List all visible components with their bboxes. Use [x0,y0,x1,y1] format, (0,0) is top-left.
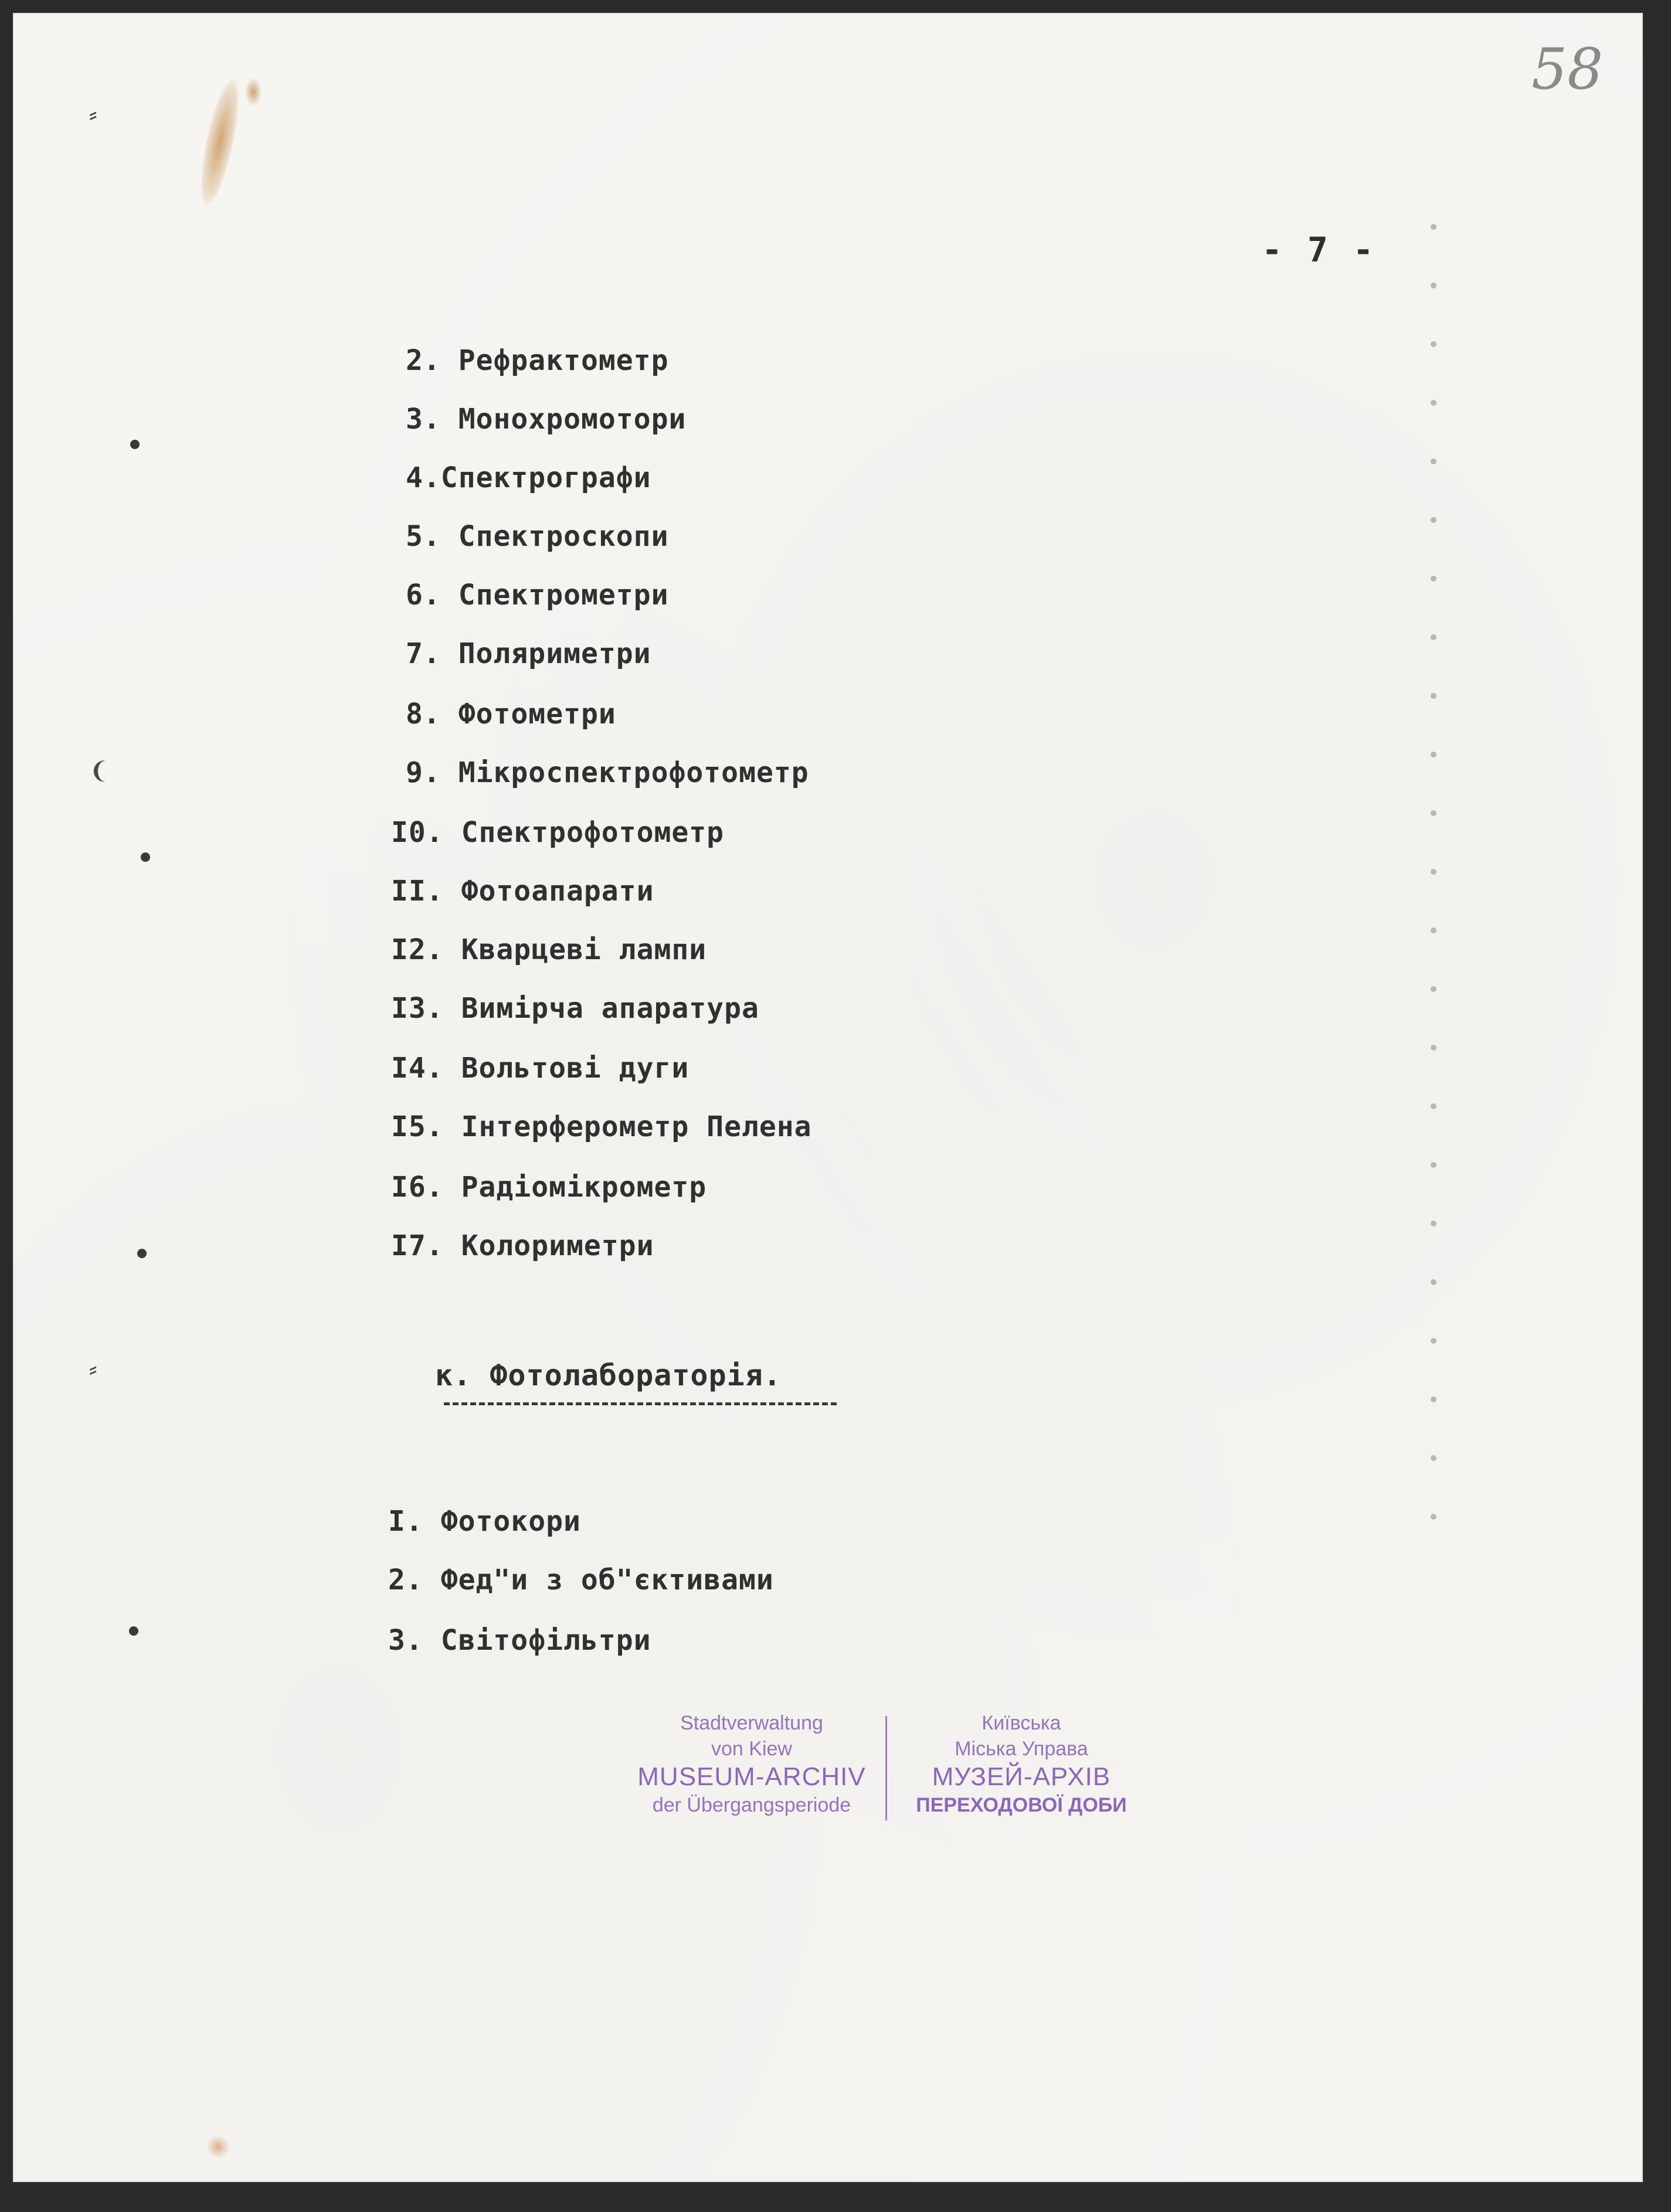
list-item: 2. Фед"и з об"єктивами [388,1564,774,1596]
rust-stain-bottom [206,2135,230,2159]
margin-dot [1431,1514,1436,1520]
list-item: 4.Спектрографи [406,461,651,494]
margin-dot [1431,634,1436,640]
page-number: - 7 - [1262,230,1376,270]
margin-dot [1431,693,1436,699]
stamp-line: MUSEUM-ARCHIV [637,1762,866,1791]
list-item: I0. Спектрофотометр [391,816,725,849]
list-item: 8. Фотометри [406,698,616,730]
list-item: 9. Мікроспектрофотометр [406,756,809,789]
punch-hole [129,1626,138,1636]
margin-dot [1431,1221,1436,1226]
punch-hole [137,1249,147,1258]
list-item: 6. Спектрометри [406,579,669,611]
rust-stain [193,76,247,208]
stamp-divider [885,1716,887,1820]
stamp-line: Міська Управа [955,1738,1088,1760]
rust-stain-small [244,77,262,107]
list-item: I4. Вольтові дуги [391,1052,690,1085]
margin-dot [1431,927,1436,933]
stamp-line: ПЕРЕХОДОВОЇ ДОБИ [916,1794,1127,1816]
margin-mark: ❨ [89,757,109,784]
heading-underline [444,1402,837,1405]
list-item: II. Фотоапарати [391,875,654,908]
list-item: 3. Монохромотори [406,403,687,436]
margin-dot [1431,1455,1436,1461]
archive-folio-number: 58 [1531,36,1604,102]
margin-mark: ⸗ [89,1355,97,1382]
margin-dot [1431,752,1436,757]
list-item: I2. Кварцеві лампи [391,933,707,966]
list-item: I3. Вимірча апаратура [391,992,759,1025]
margin-dot [1431,400,1436,406]
margin-dot [1431,1279,1436,1285]
margin-dot [1431,1045,1436,1051]
margin-dot [1431,1396,1436,1402]
margin-dot [1431,810,1436,816]
list-item: 3. Світофільтри [388,1624,651,1657]
archive-stamp [623,1710,1150,1827]
margin-dot [1431,341,1436,347]
stamp-line: von Kiew [711,1738,792,1760]
margin-dot [1431,986,1436,992]
margin-dot [1431,576,1436,582]
margin-dot [1431,458,1436,464]
stamp-line: Київська [981,1712,1061,1734]
margin-dot [1431,869,1436,875]
list-item: I6. Радіомікрометр [391,1171,707,1204]
list-item: 2. Рефрактометр [406,344,669,377]
margin-dot [1431,1162,1436,1168]
stamp-line: der Übergangsperiode [652,1794,851,1816]
margin-dot [1431,283,1436,288]
list-item: I. Фотокори [388,1505,581,1538]
punch-hole [141,852,150,862]
margin-dot [1431,1338,1436,1344]
list-item: 5. Спектроскопи [406,520,669,553]
punch-hole [130,440,140,449]
margin-dot [1431,517,1436,523]
document-page [13,13,1643,2182]
margin-dot [1431,1103,1436,1109]
stamp-line: Stadtverwaltung [680,1712,823,1734]
stamp-ukrainian-text [892,1710,1150,1818]
section-heading: к. Фотолабораторія. [435,1358,782,1392]
list-item: I7. Колориметри [391,1229,654,1262]
stamp-line: МУЗЕЙ-АРХІВ [932,1762,1111,1791]
margin-dot [1431,224,1436,230]
list-item: I5. Інтерферометр Пелена [391,1110,812,1143]
stamp-german-text [623,1710,881,1818]
margin-mark: ⸗ [89,101,97,128]
list-item: 7. Поляриметри [406,637,651,670]
